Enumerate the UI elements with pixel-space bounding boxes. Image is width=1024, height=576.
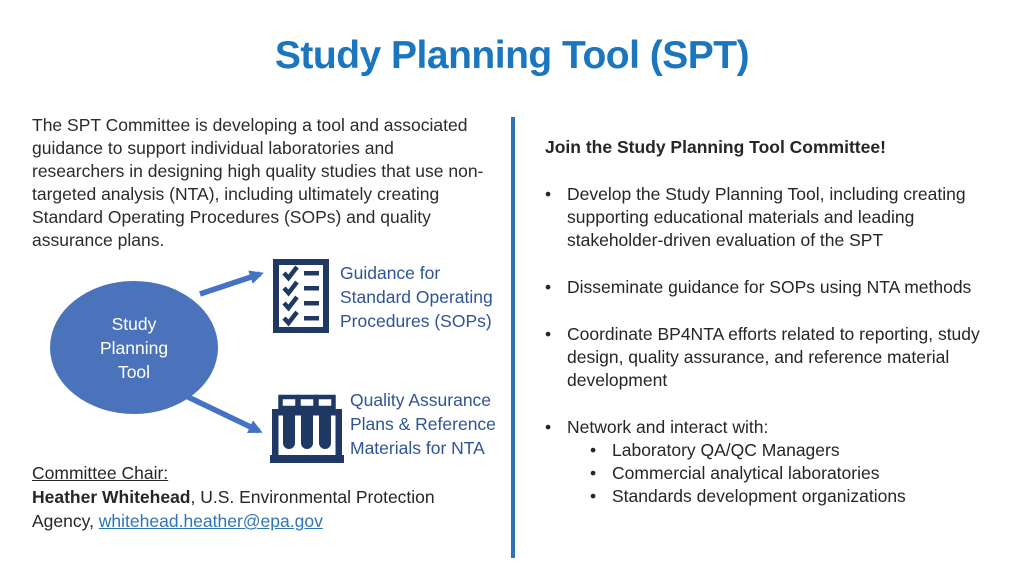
arrow-to-qa-icon [188, 397, 259, 431]
bullet-item [545, 323, 997, 392]
join-committee-heading: Join the Study Planning Tool Committee! [545, 137, 886, 157]
bullet-icon: • [545, 277, 552, 297]
bullet-item [545, 416, 997, 508]
bullet-text-lead: Network and interact with: [567, 417, 769, 437]
committee-chair-heading: Committee Chair: [32, 463, 169, 483]
sub-bullet-list [567, 439, 997, 508]
bullet-icon: • [545, 324, 552, 344]
sub-bullet-text: Laboratory QA/QC Managers [612, 440, 840, 460]
bullet-text: Develop the Study Planning Tool, including creating supporting educational materials and leading stakeholder-driven evaluation of the SPT [567, 184, 966, 250]
committee-chair-block [32, 461, 494, 533]
arrow-to-sops-icon [200, 274, 260, 294]
bullet-icon: • [545, 184, 552, 204]
chair-affiliation: , U.S. Environmental Protection Agency, [32, 487, 435, 531]
test-tubes-icon [270, 386, 344, 464]
sub-bullet-item [567, 485, 997, 508]
bullet-icon: • [545, 417, 552, 437]
bullet-text [567, 416, 997, 508]
checklist-icon [273, 259, 329, 333]
committee-chair-details [32, 485, 494, 533]
qa-output-label: Quality Assurance Plans & Reference Materials for NTA [350, 390, 496, 458]
sub-bullet-text: Standards development organizations [612, 486, 906, 506]
page-title: Study Planning Tool (SPT) [274, 34, 750, 77]
right-column [545, 136, 997, 508]
bullet-icon: • [590, 463, 597, 483]
vertical-divider [511, 117, 515, 558]
bullet-item [545, 183, 997, 252]
bullet-text: Coordinate BP4NTA efforts related to reporting, study design, quality assurance, and reference material development [567, 324, 980, 390]
intro-paragraph: The SPT Committee is developing a tool and associated guidance to support individual laboratories and researchers in designing high quality studies that use non-targeted analysis (NTA), including ultimately creating Standard Operating Procedures (SOPs) and quality assurance plans. [32, 115, 484, 250]
bullet-icon: • [590, 486, 597, 506]
bullet-text: Disseminate guidance for SOPs using NTA methods [567, 277, 972, 297]
chair-name: Heather Whitehead [32, 487, 191, 507]
sub-bullet-item [567, 462, 997, 485]
chair-email-link[interactable]: whitehead.heather@epa.gov [98, 511, 323, 531]
bullet-icon: • [590, 440, 597, 460]
spt-ellipse-label: Study Planning Tool [99, 313, 169, 382]
sub-bullet-text: Commercial analytical laboratories [612, 463, 880, 483]
bullet-item [545, 276, 997, 299]
sub-bullet-item [567, 439, 997, 462]
sops-output-label: Guidance for Standard Operating Procedures (SOPs) [340, 263, 493, 331]
